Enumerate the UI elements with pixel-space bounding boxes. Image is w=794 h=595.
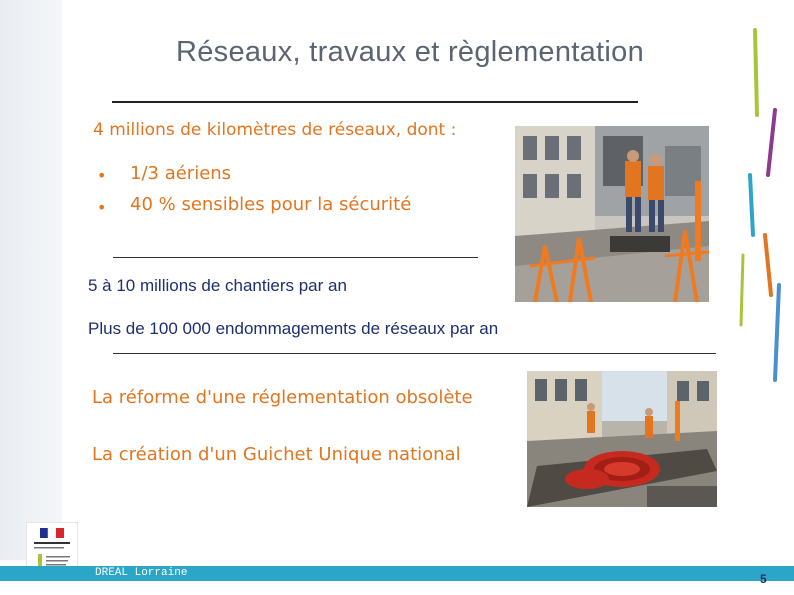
- divider-1: [113, 257, 478, 258]
- bullet-aeriens: 1/3 aériens: [130, 163, 232, 184]
- bullet-marker-1: •: [97, 166, 107, 185]
- damages-stat: Plus de 100 000 endommagements de réseaux par an: [88, 319, 499, 338]
- divider-2: [113, 353, 716, 354]
- slide-title: Réseaux, travaux et règlementation: [175, 36, 644, 68]
- page-number: 5: [760, 572, 767, 586]
- decorative-strokes: [735, 25, 794, 385]
- bullet-marker-2: •: [97, 198, 107, 217]
- worksites-stat: 5 à 10 millions de chantiers par an: [88, 276, 347, 295]
- footer-org: DREAL Lorraine: [95, 567, 188, 579]
- networks-line: 4 millions de kilomètres de réseaux, dont :: [93, 120, 457, 140]
- title-underline: [112, 101, 638, 103]
- reform-line: La réforme d'une réglementation obsolète: [92, 387, 473, 408]
- left-background-band: [0, 0, 62, 560]
- bullet-sensibles: 40 % sensibles pour la sécurité: [130, 194, 412, 215]
- workers-street-works-photo: [515, 126, 709, 302]
- trench-red-pipes-photo: [527, 371, 717, 507]
- guichet-line: La création d'un Guichet Unique national: [92, 444, 461, 465]
